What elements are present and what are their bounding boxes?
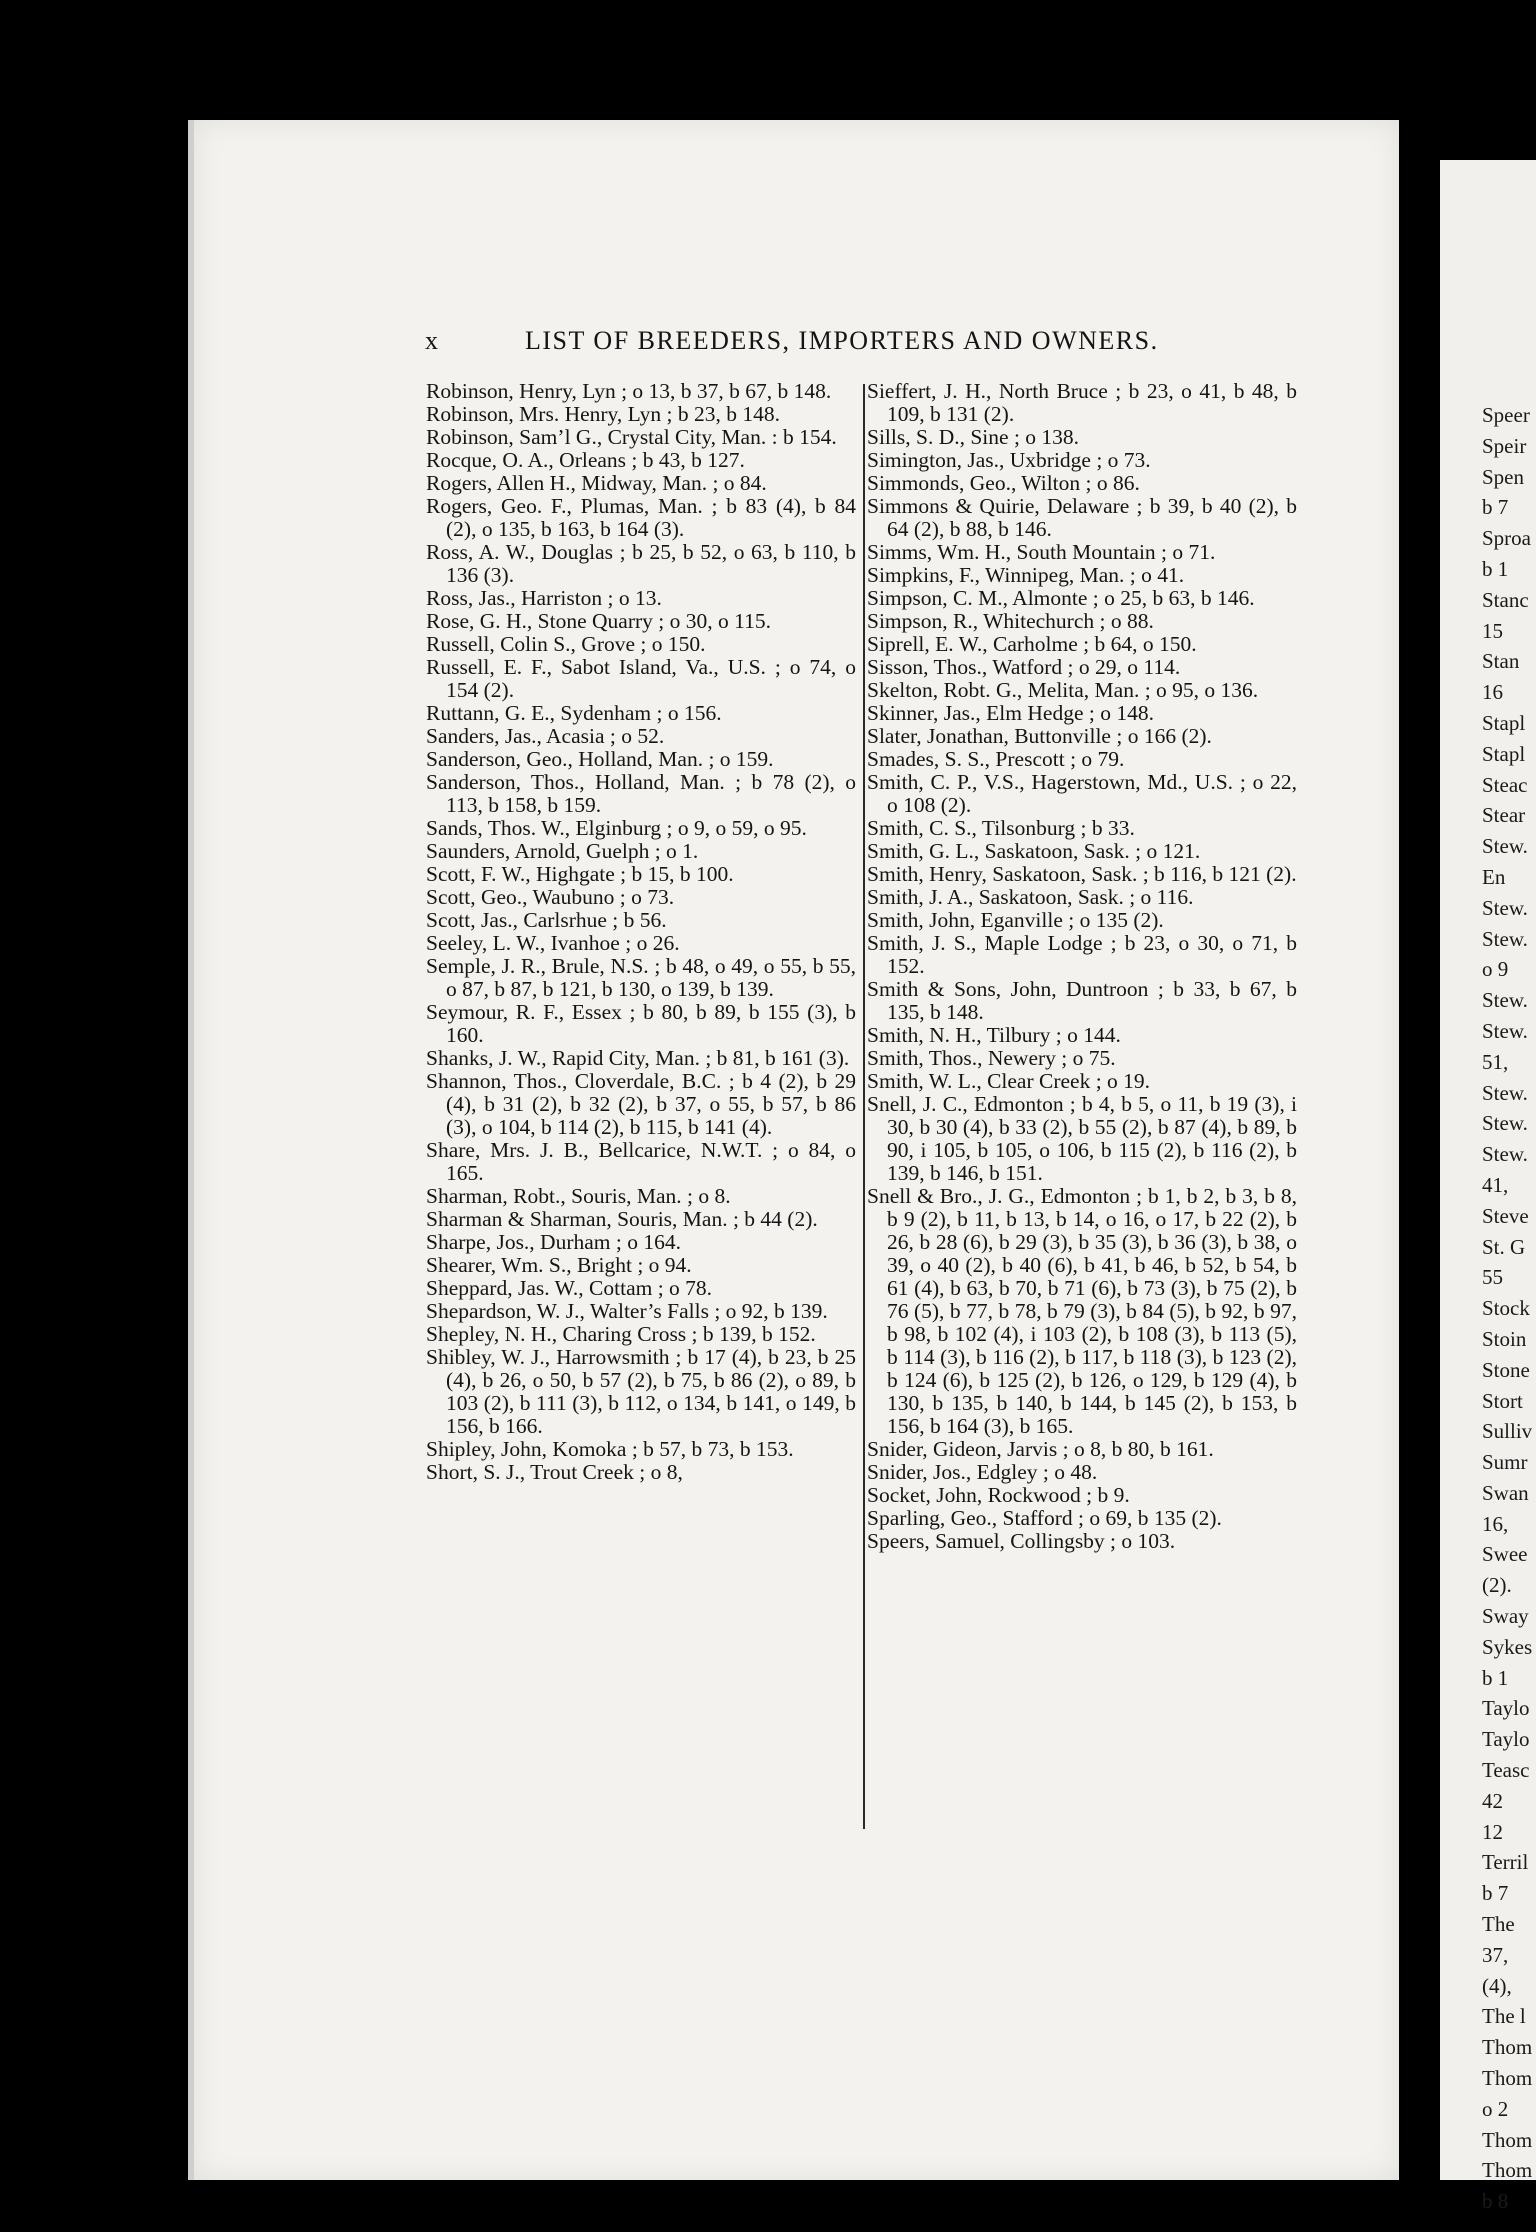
index-entry: Saunders, Arnold, Guelph ; o 1.	[426, 839, 699, 863]
adjacent-page-fragment: Taylo	[1482, 1696, 1530, 1721]
adjacent-page-fragment: b 7	[1482, 495, 1509, 520]
page-number: x	[425, 326, 440, 355]
index-entry: Sparling, Geo., Stafford ; o 69, b 135 (2).	[867, 1506, 1222, 1530]
adjacent-page-fragment: Sumr	[1482, 1450, 1528, 1475]
index-entry: Shibley, W. J., Harrowsmith ; b 17 (4), b 23, b 25 (4), b 26, o 50, b 57 (2), b 75, b 86 (2), o 89, b 103 (2), b 111 (3), b 112, o 134, b 141, o 149, b 156, b 166.	[426, 1345, 856, 1438]
index-entry: Smith, G. L., Saskatoon, Sask. ; o 121.	[867, 839, 1201, 863]
index-entry: Smades, S. S., Prescott ; o 79.	[867, 747, 1125, 771]
adjacent-page-fragment: Stear	[1482, 803, 1526, 828]
adjacent-page-fragment: Swee	[1482, 1542, 1528, 1567]
adjacent-page-fragment: Speer	[1482, 403, 1530, 427]
adjacent-page-edge	[1440, 160, 1536, 2214]
adjacent-page-fragment: Steve	[1482, 1203, 1529, 1228]
adjacent-page-fragment: Stew.	[1482, 834, 1528, 859]
index-entry: Snider, Gideon, Jarvis ; o 8, b 80, b 161.	[867, 1437, 1214, 1461]
adjacent-page-fragment: Stanc	[1482, 587, 1529, 612]
index-entry: Robinson, Mrs. Henry, Lyn ; b 23, b 148.	[426, 402, 780, 426]
index-entry: Ross, Jas., Harriston ; o 13.	[426, 586, 662, 610]
index-entry: Skelton, Robt. G., Melita, Man. ; o 95, o 136.	[867, 678, 1259, 702]
index-entry: Scott, F. W., Highgate ; b 15, b 100.	[426, 862, 734, 886]
adjacent-page-fragment: Sproa	[1482, 526, 1531, 551]
index-entry: Sieffert, J. H., North Bruce ; b 23, o 41, b 48, b 109, b 131 (2).	[867, 379, 1297, 426]
adjacent-page-fragment: Stone	[1482, 1357, 1530, 1382]
adjacent-page-fragment: Stapl	[1482, 710, 1526, 735]
adjacent-page-fragment: Stew.	[1482, 1142, 1528, 1167]
index-entry: Sisson, Thos., Watford ; o 29, o 114.	[867, 655, 1181, 679]
index-entry: Smith, John, Eganville ; o 135 (2).	[867, 908, 1164, 932]
adjacent-page-fragment: St. G	[1482, 1234, 1526, 1259]
index-entry: Sanderson, Thos., Holland, Man. ; b 78 (2), o 113, b 158, b 159.	[426, 770, 856, 817]
adjacent-page-fragment: Stew.	[1482, 1018, 1528, 1043]
adjacent-page-fragment: Sykes	[1482, 1634, 1533, 1659]
adjacent-page-fragment: Stew.	[1482, 895, 1528, 920]
index-entry: Skinner, Jas., Elm Hedge ; o 148.	[867, 701, 1154, 725]
index-entry: Sharman & Sharman, Souris, Man. ; b 44 (2).	[426, 1207, 818, 1231]
index-entry: Scott, Jas., Carlsrhue ; b 56.	[426, 908, 667, 932]
adjacent-page-fragment: 15	[1482, 618, 1503, 643]
index-entry: Sharman, Robt., Souris, Man. ; o 8.	[426, 1184, 731, 1208]
adjacent-page-fragment: (2).	[1482, 1573, 1512, 1598]
index-entry: Simms, Wm. H., South Mountain ; o 71.	[867, 540, 1216, 564]
adjacent-page-fragment: Sulliv	[1482, 1419, 1533, 1444]
index-entry: Sheppard, Jas. W., Cottam ; o 78.	[426, 1276, 713, 1300]
column-divider	[863, 384, 865, 1829]
index-entry: Simington, Jas., Uxbridge ; o 73.	[867, 448, 1151, 472]
index-entry: Scott, Geo., Waubuno ; o 73.	[426, 885, 675, 909]
index-entry: Smith, J. S., Maple Lodge ; b 23, o 30, o 71, b 152.	[867, 931, 1297, 978]
adjacent-page-fragment: b 1	[1482, 556, 1509, 581]
adjacent-page-fragment: Teasc	[1482, 1758, 1530, 1783]
index-entry: Shannon, Thos., Cloverdale, B.C. ; b 4 (2), b 29 (4), b 31 (2), b 32 (2), b 37, o 55, b 57, b 86 (3), o 104, b 114 (2), b 115, b 141 (4).	[426, 1069, 856, 1139]
index-entry: Seymour, R. F., Essex ; b 80, b 89, b 155 (3), b 160.	[426, 1000, 856, 1047]
index-entry: Rogers, Allen H., Midway, Man. ; o 84.	[426, 471, 767, 495]
index-entry: Shearer, Wm. S., Bright ; o 94.	[426, 1253, 692, 1277]
adjacent-page-fragment: 41,	[1482, 1172, 1509, 1197]
index-entry: Rocque, O. A., Orleans ; b 43, b 127.	[426, 448, 745, 472]
adjacent-page-fragment: Speir	[1482, 433, 1527, 458]
index-entry: Sanders, Jas., Acasia ; o 52.	[426, 724, 665, 748]
adjacent-page-fragment: o 9	[1482, 957, 1509, 982]
right-column	[867, 380, 1297, 1553]
index-entry: Sills, S. D., Sine ; o 138.	[867, 425, 1080, 449]
adjacent-page-fragment: b 7	[1482, 1881, 1509, 1906]
adjacent-page-fragment: Swan	[1482, 1480, 1529, 1505]
index-entry: Robinson, Henry, Lyn ; o 13, b 37, b 67, b 148.	[426, 379, 832, 403]
adjacent-page-fragment: Stew.	[1482, 1080, 1528, 1105]
adjacent-page-fragment: (4),	[1482, 1973, 1512, 1998]
index-entry: Simmonds, Geo., Wilton ; o 86.	[867, 471, 1140, 495]
adjacent-page-fragment: 37,	[1482, 1942, 1509, 1967]
adjacent-page-fragment: Thom	[1482, 2035, 1533, 2060]
index-entry: Sands, Thos. W., Elginburg ; o 9, o 59, o 95.	[426, 816, 807, 840]
index-entry: Semple, J. R., Brule, N.S. ; b 48, o 49, o 55, b 55, o 87, b 87, b 121, b 130, o 139, b 139.	[426, 954, 856, 1001]
adjacent-page-fragment: En	[1482, 864, 1506, 889]
index-entry: Sanderson, Geo., Holland, Man. ; o 159.	[426, 747, 774, 771]
index-entry: Rose, G. H., Stone Quarry ; o 30, o 115.	[426, 609, 771, 633]
adjacent-page-fragment: Spen	[1482, 464, 1524, 489]
index-entry: Shanks, J. W., Rapid City, Man. ; b 81, b 161 (3).	[426, 1046, 850, 1070]
adjacent-page-fragment: 12	[1482, 1819, 1503, 1844]
adjacent-page-fragment: 16	[1482, 680, 1503, 705]
adjacent-page-fragment: Thom	[1482, 2158, 1533, 2183]
adjacent-page-fragment: Sway	[1482, 1604, 1529, 1629]
index-entry: Smith, Henry, Saskatoon, Sask. ; b 116, b 121 (2).	[867, 862, 1297, 886]
adjacent-page-fragment: The l	[1482, 2004, 1526, 2029]
adjacent-page-fragment: Stort	[1482, 1388, 1523, 1413]
index-entry: Siprell, E. W., Carholme ; b 64, o 150.	[867, 632, 1197, 656]
adjacent-page-fragment: o 2	[1482, 2096, 1509, 2121]
adjacent-page-fragment: Stan	[1482, 649, 1520, 674]
adjacent-page-fragment: 55	[1482, 1265, 1503, 1290]
adjacent-page-fragment: Thom	[1482, 2127, 1533, 2152]
index-entry: Snider, Jos., Edgley ; o 48.	[867, 1460, 1098, 1484]
adjacent-page-fragment: Stoin	[1482, 1326, 1527, 1351]
left-column	[426, 380, 856, 1484]
index-entry: Smith, C. P., V.S., Hagerstown, Md., U.S. ; o 22, o 108 (2).	[867, 770, 1297, 817]
index-entry: Smith & Sons, John, Duntroon ; b 33, b 67, b 135, b 148.	[867, 977, 1297, 1024]
index-entry: Simmons & Quirie, Delaware ; b 39, b 40 (2), b 64 (2), b 88, b 146.	[867, 494, 1297, 541]
adjacent-page-fragment: Taylo	[1482, 1727, 1530, 1752]
index-entry: Simpkins, F., Winnipeg, Man. ; o 41.	[867, 563, 1185, 587]
adjacent-page-text	[1440, 160, 1536, 2217]
index-entry: Speers, Samuel, Collingsby ; o 103.	[867, 1529, 1176, 1553]
index-entry: Slater, Jonathan, Buttonville ; o 166 (2).	[867, 724, 1212, 748]
adjacent-page-fragment: Steac	[1482, 772, 1528, 797]
adjacent-page-fragment: Stock	[1482, 1296, 1530, 1321]
index-entry: Shipley, John, Komoka ; b 57, b 73, b 153.	[426, 1437, 794, 1461]
index-entry: Ross, A. W., Douglas ; b 25, b 52, o 63, b 110, b 136 (3).	[426, 540, 856, 587]
index-entry: Smith, N. H., Tilbury ; o 144.	[867, 1023, 1121, 1047]
index-entry: Smith, J. A., Saskatoon, Sask. ; o 116.	[867, 885, 1194, 909]
index-entry: Shepardson, W. J., Walter’s Falls ; o 92, b 139.	[426, 1299, 828, 1323]
index-entry: Robinson, Sam’l G., Crystal City, Man. : b 154.	[426, 425, 837, 449]
index-entry: Snell & Bro., J. G., Edmonton ; b 1, b 2, b 3, b 8, b 9 (2), b 11, b 13, b 14, o 16, o 17, b 22 (2), b 26, b 28 (6), b 29 (3), b 35 (3), b 36 (3), b 38, o 39, o 40 (2), b 40 (6), b 41, b 46, b 52, b 54, b 61 (4), b 63, b 70, b 71 (6), b 73 (3), b 75 (2), b 76 (5), b 77, b 78, b 79 (3), b 84 (5), b 92, b 97, b 98, b 102 (4), i 103 (2), b 108 (3), b 113 (5), b 114 (3), b 116 (2), b 117, b 118 (3), b 123 (2), b 124 (6), b 125 (2), b 126, o 129, b 129 (4), b 130, b 135, b 140, b 144, b 145 (2), b 153, b 156, b 164 (3), b 165.	[867, 1184, 1297, 1438]
index-entry: Russell, Colin S., Grove ; o 150.	[426, 632, 706, 656]
adjacent-page-fragment: Stew.	[1482, 988, 1528, 1013]
index-entry: Short, S. J., Trout Creek ; o 8,	[426, 1460, 683, 1484]
page-title: LIST OF BREEDERS, IMPORTERS AND OWNERS.	[525, 326, 1159, 355]
index-entry: Socket, John, Rockwood ; b 9.	[867, 1483, 1130, 1507]
index-entry: Smith, Thos., Newery ; o 75.	[867, 1046, 1116, 1070]
adjacent-page-fragment: b 8	[1482, 2189, 1509, 2214]
index-entry: Smith, W. L., Clear Creek ; o 19.	[867, 1069, 1151, 1093]
index-entry: Ruttann, G. E., Sydenham ; o 156.	[426, 701, 722, 725]
index-entry: Snell, J. C., Edmonton ; b 4, b 5, o 11, b 19 (3), i 30, b 30 (4), b 33 (2), b 55 (2), b 87 (4), b 89, b 90, i 105, b 105, o 106, b 115 (2), b 116 (2), b 139, b 146, b 151.	[867, 1092, 1297, 1185]
index-entry: Seeley, L. W., Ivanhoe ; o 26.	[426, 931, 680, 955]
index-entry: Shepley, N. H., Charing Cross ; b 139, b 152.	[426, 1322, 816, 1346]
adjacent-page-fragment: Thom	[1482, 2066, 1533, 2091]
index-entry: Rogers, Geo. F., Plumas, Man. ; b 83 (4), b 84 (2), o 135, b 163, b 164 (3).	[426, 494, 856, 541]
adjacent-page-fragment: 42	[1482, 1788, 1503, 1813]
index-entry: Simpson, C. M., Almonte ; o 25, b 63, b 146.	[867, 586, 1255, 610]
index-entry: Simpson, R., Whitechurch ; o 88.	[867, 609, 1154, 633]
adjacent-page-fragment: Stew.	[1482, 926, 1528, 951]
index-entry: Share, Mrs. J. B., Bellcarice, N.W.T. ; o 84, o 165.	[426, 1138, 856, 1185]
adjacent-page-fragment: b 1	[1482, 1665, 1509, 1690]
index-entry: Russell, E. F., Sabot Island, Va., U.S. ; o 74, o 154 (2).	[426, 655, 856, 702]
adjacent-page-fragment: 51,	[1482, 1049, 1509, 1074]
index-entry: Smith, C. S., Tilsonburg ; b 33.	[867, 816, 1135, 840]
adjacent-page-fragment: The	[1482, 1912, 1515, 1937]
index-entry: Sharpe, Jos., Durham ; o 164.	[426, 1230, 681, 1254]
adjacent-page-fragment: Stew.	[1482, 1111, 1528, 1136]
adjacent-page-fragment: Stapl	[1482, 741, 1526, 766]
adjacent-page-fragment: 16,	[1482, 1511, 1509, 1536]
adjacent-page-fragment: Terril	[1482, 1850, 1529, 1875]
